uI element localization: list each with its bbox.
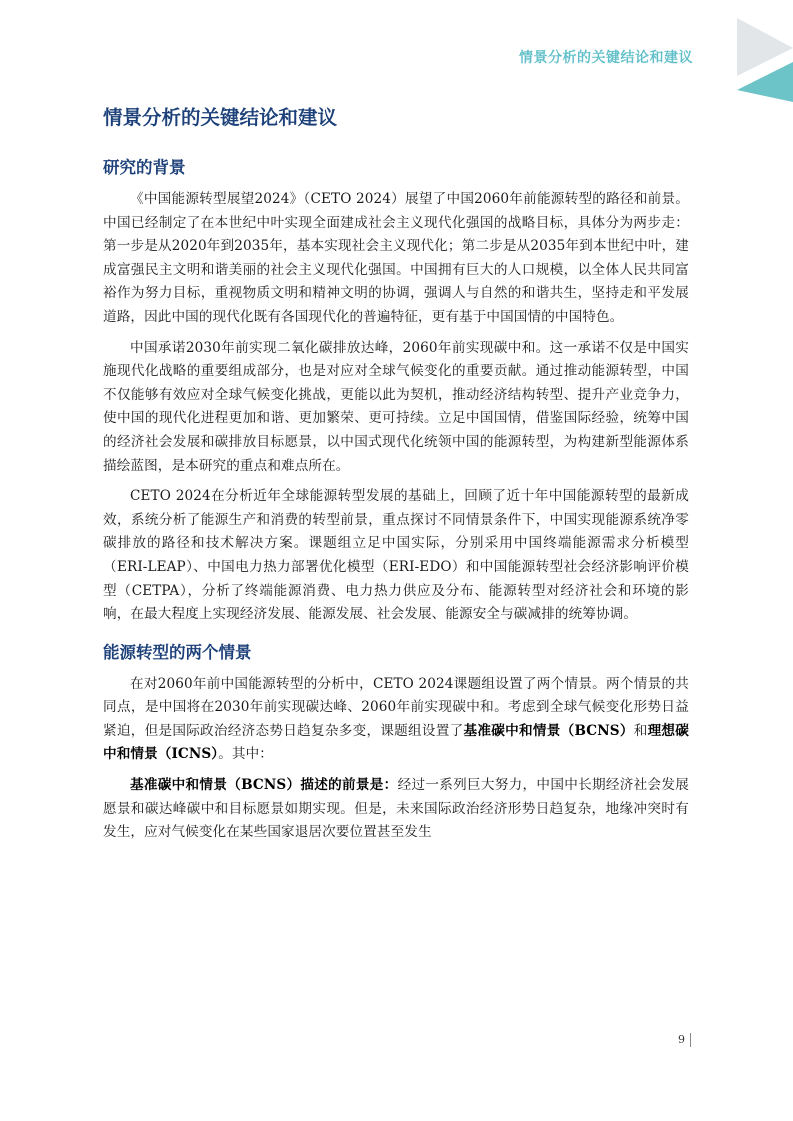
corner-triangles-icon [737,18,793,102]
page-number: 9 [678,1033,691,1047]
paragraph-text: 和 [633,722,648,739]
page-title: 情景分析的关键结论和建议 [103,106,338,129]
body-paragraph [103,673,689,767]
paragraph-text: 经过一系列巨大努力，中国中长期经济社会发展愿景和碳达峰碳中和目标愿景如期实现。但是，未来国际政治经济形势日趋复杂，地缘冲突时有发生，应对气候变化在某些国家退居次要位置甚至发生 [103,777,689,841]
main-content [103,104,689,852]
body-paragraph: CETO 2024在分析近年全球能源转型发展的基础上，回顾了近十年中国能源转型的最新成效，系统分析了能源生产和消费的转型前景，重点探讨不同情景条件下，中国实现能源系统净零碳排放的路径和技术解决方案。课题组立足中国实际，分别采用中国终端能源需求分析模型（ERI-LEAP）、中国电力热力部署优化模型（ERI-EDO）和中国能源转型社会经济影响评价模型（CETPA），分析了终端能源消费、电力热力供应及分布、能源转型对经济社会和环境的影响，在最大程度上实现经济发展、能源发展、社会发展、能源安全与碳减排的统筹协调。 [103,488,689,623]
scenario-definition-lead: 基准碳中和情景（BCNS）描述的前景是： [130,777,398,794]
paragraph-text: 。其中： [218,746,273,763]
body-paragraph [103,774,689,845]
scenario-name-bcns: 基准碳中和情景（BCNS） [463,722,634,739]
section-heading-background: 研究的背景 [103,158,186,177]
scenario-name-icns: 理想碳中和情景（ICNS） [103,722,689,763]
paragraph-text: 在对2060年前中国能源转型的分析中，CETO 2024课题组设置了两个情景。两个情景的共同点，是中国将在2030年前实现碳达峰、2060年前实现碳中和。考虑到全球气候变化形势日益紧迫，但是国际政治经济态势日趋复杂多变，课题组设置了 [103,675,689,739]
section-heading-scenarios: 能源转型的两个情景 [103,642,252,662]
body-paragraph: 中国承诺2030年前实现二氧化碳排放达峰，2060年前实现碳中和。这一承诺不仅是中国实施现代化战略的重要组成部分，也是对应对全球气候变化的重要贡献。通过推动能源转型，中国不仅能够有效应对全球气候变化挑战，更能以此为契机，推动经济结构转型、提升产业竞争力，使中国的现代化进程更加和谐、更加繁荣、更可持续。立足中国国情，借鉴国际经验，统筹中国的经济社会发展和碳排放目标愿景，以中国式现代化统领中国的能源转型，为构建新型能源体系描绘蓝图，是本研究的重点和难点所在。 [103,339,689,474]
running-header: 情景分析的关键结论和建议 [519,50,693,66]
body-paragraph: 《中国能源转型展望2024》（CETO 2024）展望了中国2060年前能源转型的路径和前景。中国已经制定了在本世纪中叶实现全面建成社会主义现代化强国的战略目标，具体分为两步走：第一步是从2020年到2035年，基本实现社会主义现代化；第二步是从2035年到本世纪中叶，建成富强民主文明和谐美丽的社会主义现代化强国。中国拥有巨大的人口规模，以全体人民共同富裕作为努力目标，重视物质文明和精神文明的协调，强调人与自然的和谐共生，坚持走和平发展道路，因此中国的现代化既有各国现代化的普遍特征，更有基于中国国情的中国特色。 [103,191,689,325]
